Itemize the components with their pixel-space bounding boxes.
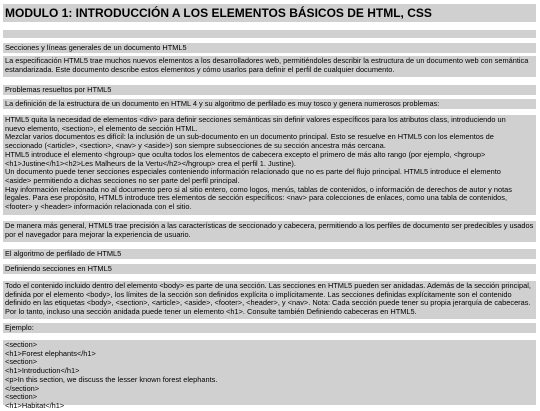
paragraph-html5-intro: La especificación HTML5 trae muchos nuevos elementos a los desarrolladores web, permitiéndoles describir la estructura de un documento web con semántica estandarizada. Este documento describe estos elementos y cómo usarlos para definir el perfil de cualquier documento. [3,56,536,77]
code-line: <h1>Habitat</h1> [5,400,65,410]
paragraph-html5-precision: De manera más general, HTML5 trae precisión a las características de seccionado y cabecera, permitiendo a los perfiles de documento ser predecibles y usados por el navegador para mejorar la experiencia de usuario. [3,221,536,242]
code-line: </section> [5,383,40,393]
section-heading-algorithm: El algoritmo de perfilado de HTML5 [3,249,536,259]
code-example [3,340,536,410]
code-line: <h1>Forest elephants</h1> [5,348,96,358]
code-line: <section> [5,340,38,349]
example-label: Ejemplo: [3,323,536,333]
text-line: nuevo elemento, <section>, el elemento de sección HTML. [5,123,198,133]
section-heading-outline: Secciones y líneas generales de un documento HTML5 [3,43,536,53]
text-line: Mezclar varios documentos es difícil: la inclusión de un sub-documento en un documento principal. Esto se resuelve en HTML5 con los elementos de [5,132,494,142]
text-line: HTML5 introduce el elemento <hgroup> que oculta todos los elementos de cabecera excepto el primero de más alto rango (por ejemplo, <hgroup> [5,149,486,159]
section-heading-defining-sections: Definiendo secciones en HTML5 [3,264,536,274]
empty-separator-bar [3,30,536,38]
text-line: <footer> y <header> información relacionada con el sitio. [5,202,192,212]
code-line: <p>In this section, we discuss the lesser known forest elephants. [5,374,218,384]
text-line: Hay información relacionada no al documento pero si al sitio entero, como logos, menús, tablas de contenidos, o información de derechos de autor y notas [5,184,512,194]
paragraph-body-sections: Todo el contenido incluido dentro del elemento <body> es parte de una sección. Las secciones en HTML5 pueden ser anidadas. Además de la sección principal, definida por el elemento <body>, los límites de la sección son definidos explícita o implícitamente. Las secciones definidas explícitamente son el contenido definido en las etiquetas <body>, <section>, <article>, <aside>, <footer>, <header>, y <nav>. Nota: Cada sección puede tener su propia jerarquía de cabeceras. Por lo tanto, incluso una sección anidada puede tener un elemento <h1>. Consulte también Definiendo cabeceras en HTML5. [3,281,536,319]
page-title: MODULO 1: INTRODUCCIÓN A LOS ELEMENTOS BÁSICOS DE HTML, CSS [3,4,536,22]
section-heading-problems: Problemas resueltos por HTML5 [3,85,536,95]
text-line: <h1>Justine</h1><h2>Les Malheurs de la Vertu</h2></hgroup> crea el perfil 1. Justine). [5,158,296,168]
code-line: <section> [5,392,38,402]
text-line: HTML5 quita la necesidad de elementos <div> para definir secciones semánticas sin definir valores específicos para los atributos class, introduciendo un [5,115,506,124]
text-line: <aside> permitiendo a dichas secciones no ser parte del perfil principal. [5,175,240,185]
code-line: <h1>Introduction</h1> [5,366,80,376]
text-line: seccionado (<article>, <section>, <nav> y <aside>) son siempre subsecciones de su sección ancestra más cercana. [5,141,386,151]
text-line: Un documento puede tener secciones especiales conteniendo información relacionado que no es parte del flujo principal. HTML5 introduce el elemento [5,167,501,177]
code-line: <section> [5,357,38,367]
text-line: legales. Para ese propósito, HTML5 introduce tres elementos de sección específicos: <nav> para colecciones de enlaces, como una tabla de contenidos, [5,193,508,203]
paragraph-html4-problems: La definición de la estructura de un documento en HTML 4 y su algoritmo de perfilado es muy tosco y genera numerosos problemas: [3,99,536,109]
paragraph-problem-list [3,115,536,215]
